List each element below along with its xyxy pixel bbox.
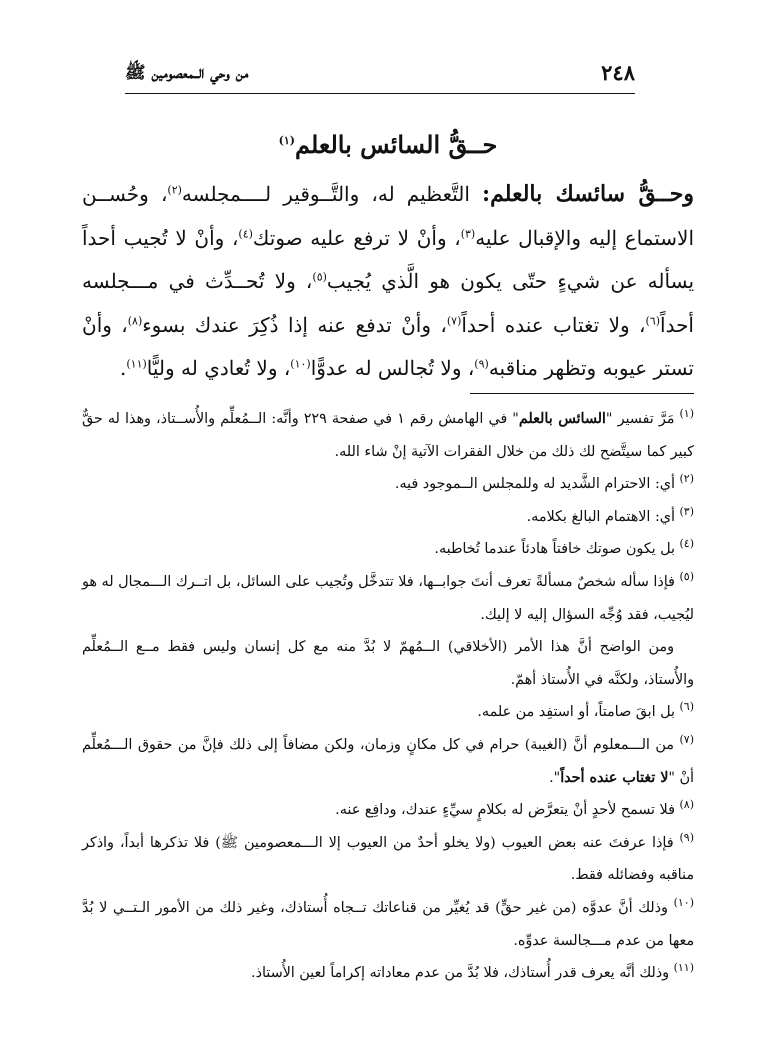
footnote-text: فإذا سأله شخصٌ مسألةً تعرف أنتَ جوابــها، فلا تتدخَّل وتُجيب على السائل، بل اتــرك الـــمجال له هو ليُجيب، فقد وُجِّه السؤال إليه لا إليك. [82,573,694,623]
footnote-ref: (٦) [645,313,661,327]
footnote-9 [82,827,694,892]
footnote-number: (٥) [679,570,694,584]
footnote-text: من الـــمعلوم أنَّ (الغيبة) حرام في كل مكانٍ وزمان، ولكن مضافاً إلى ذلك فإنَّ من حقوق الـــمُعلِّم أنْ " [82,736,694,786]
footnote-text: " في الهامش رقم ١ في صفحة ٢٢٩ وأنَّه: الــمُعلِّم والأُســتاذ، وهذا له حقٌّ كبير كما سيتَّضح لك ذلك من خلال الفقرات الآتية إنْ شاء الله. [82,411,694,460]
footnote-ref: (٩) [474,357,489,371]
footnote-10 [82,892,694,957]
footnote-ref: (١٠) [290,357,311,371]
footnote-text: فلا تسمح لأحدٍ أنْ يتعرَّض له بكلامٍ سيِّءٍ عندك، ودافِع عنه. [335,802,680,819]
footnote-1 [82,403,694,468]
footnote-number: (٦) [679,700,694,714]
footnote-8 [82,794,694,827]
footnote-emphasis: السائس بالعلم [518,411,606,427]
footnotes [82,403,694,990]
footnote-6 [82,696,694,729]
text-segment: ، ولا تُحــدِّث في مـــجلسه أحداً [82,269,694,337]
footnote-ref: (٢) [167,183,182,197]
section-title-text: حــقُّ السائس بالعلم [294,130,498,159]
footnote-3 [82,501,694,534]
footnote-ref: (٧) [446,313,462,327]
footnote-text: أي: الاهتمام البالغ بكلامه. [526,508,680,525]
footnote-text: بل يكون صوتك خافتاً هادئاً عندما تُخاطبه. [434,541,680,558]
text-segment: ، وأنْ تدفع عنه إذا ذُكِرَ عندك بسوء [142,312,447,337]
footnote-ref: (٥) [312,270,327,284]
page-number: ٢٤٨ [601,60,635,85]
footnote-number: (٣) [679,505,694,519]
footnote-text: وذلك أنَّ عدوَّه (من غير حقٍّ) قد يُغيِّر من قناعاتك تــجاه أُستاذك، وغير ذلك من الأمور الـتــي لا بُدَّ معها من عدم مـــجالسة عدوِّه. [82,899,694,949]
text-segment: ، ولا تُجالس له عدوًّا [310,356,475,380]
footnote-ref: (١١) [126,357,147,371]
text-segment: ، وحُســن الاستماع إليه والإقبال عليه [82,182,694,250]
footnote-ref: (١) [278,134,295,147]
footnote-ref: (٣) [460,226,476,240]
footnote-4 [82,533,694,566]
footnote-ref: (٤) [238,226,253,240]
footnote-number: (٧) [679,733,694,747]
footnote-text: ". [549,769,561,786]
section-title [82,125,694,165]
text-segment: التَّعظيم له، والتَّــوقير لــــمجلسه [181,182,483,206]
footnote-11 [82,957,694,990]
paragraph-lead: وحــقُّ سائسك بالعلم: [482,181,694,207]
body-paragraph [82,173,694,391]
footnote-ref: (٨) [127,313,143,327]
footnote-5 [82,566,694,631]
footnote-divider [470,393,694,394]
footnote-text: أي: الاحترام الشَّديد له وللمجلس الــموجود فيه. [394,476,680,493]
text-segment: . [120,356,127,380]
footnote-text: بل ابقَ صامتاً، أو استفِد من علمه. [477,704,680,721]
text-segment: ، وأنْ تستر عيوبه وتظهر مناقبه [82,312,694,380]
footnote-number: (٩) [679,830,694,844]
running-title: من وحي الــمعصومين ﷺ [125,63,249,83]
footnote-text: وذلك أنَّه يعرف قدر أُستاذك، فلا بُدَّ من عدم معاداته إكراماً لعين الأُستاذ. [251,965,674,982]
footnote-text: مَرَّ تفسير " [605,411,680,427]
footnote-number: (٢) [679,472,694,486]
text-segment: ، وأنْ لا تُجيب أحداً يسأله عن شيءٍ حتّى يكون هو الَّذي يُجيب [82,225,695,293]
main-text [82,125,694,391]
text-segment: ، وأنْ لا ترفع عليه صوتك [252,225,461,250]
footnote-emphasis: لا تغتاب عنده أحداً [560,769,669,786]
footnote-number: (٨) [679,798,694,812]
page-header [125,60,635,90]
footnote-7 [82,729,694,794]
text-segment: ، ولا تُعادي له وليًّا [146,356,291,380]
footnote-number: (١) [679,407,694,421]
footnote-2 [82,468,694,501]
footnote-number: (١٠) [673,896,694,910]
text-segment: ، ولا تغتاب عنده أحداً [461,312,646,337]
header-divider [125,93,635,94]
footnote-number: (٤) [679,537,694,551]
footnote-5-continuation: ومن الواضح أنَّ هذا الأمر (الأخلاقي) الــمُهمّ لا بُدَّ منه مع كل إنسان وليس فقط مــع الــمُعلِّم والأُستاذ، ولكنَّه في الأُستاذ أهمّ. [82,639,694,688]
footnote-text: فإذا عرفتَ عنه بعض العيوب (ولا يخلو أحدٌ من العيوب إلا الـــمعصومين ﷺ) فلا تذكرها أبداً، واذكر مناقبه وفضائله فقط. [82,834,694,884]
footnote-number: (١١) [673,961,694,975]
